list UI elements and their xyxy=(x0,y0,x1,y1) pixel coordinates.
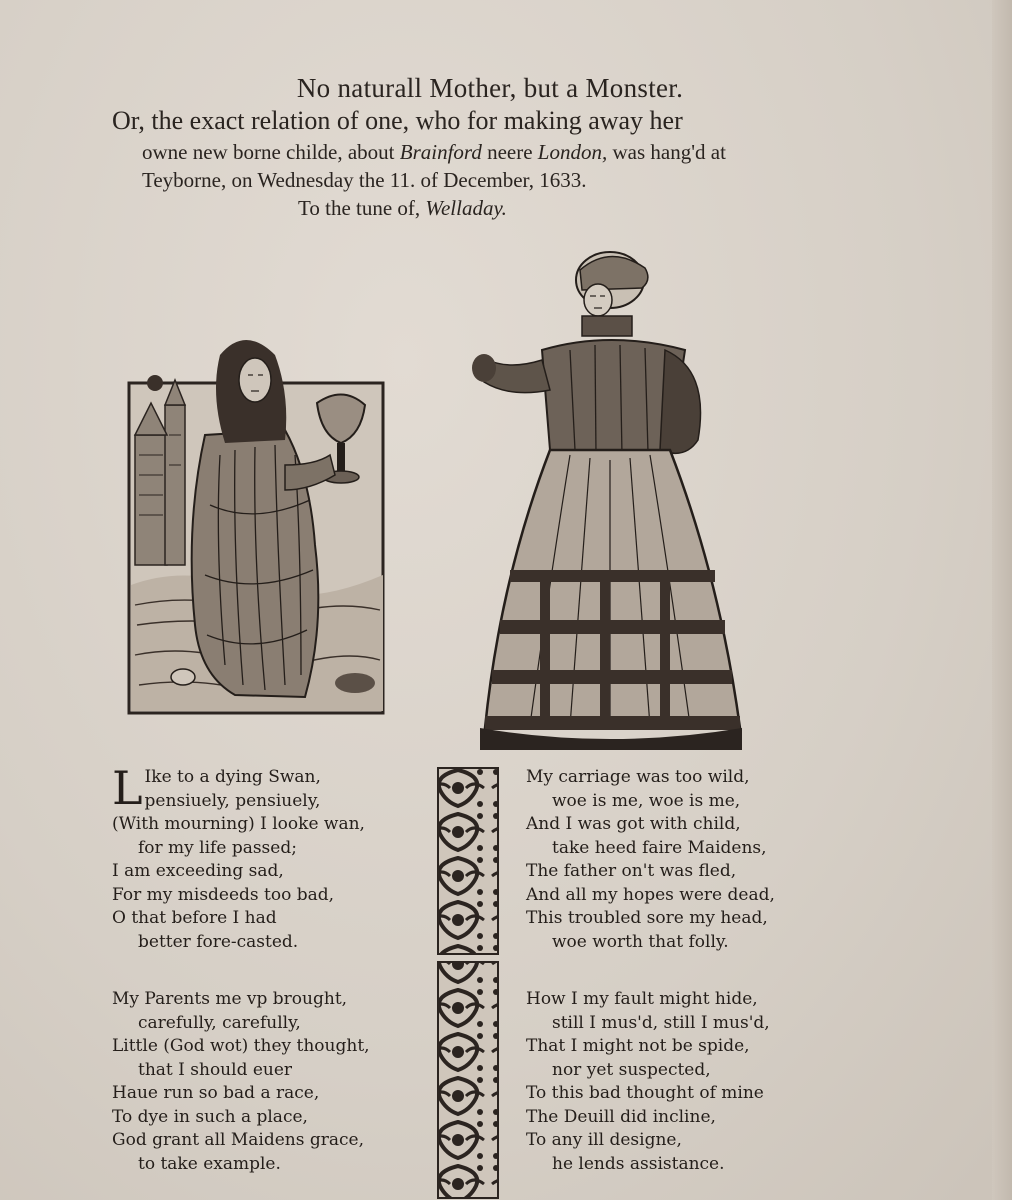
place-london: London, xyxy=(537,140,608,164)
verse-line: My Parents me vp brought, xyxy=(112,989,348,1009)
title-main: No naturall Mother, but a Monster. xyxy=(296,73,684,103)
verse-line: Ike to a dying Swan, xyxy=(144,767,321,787)
verse-line: woe worth that folly. xyxy=(552,931,729,952)
verse-line: (With mourning) I looke wan, xyxy=(112,814,365,834)
verse-line: carefully, carefully, xyxy=(138,1012,301,1033)
paper-edge xyxy=(992,0,1012,1200)
title-subtitle: Or, the exact relation of one, who for making away her xyxy=(112,106,683,135)
verse-line: To dye in such a place, xyxy=(112,1106,308,1127)
verse-line: This troubled sore my head, xyxy=(526,908,768,928)
verse-line: That I might not be spide, xyxy=(526,1036,750,1056)
verse-line: Little (God wot) they thought, xyxy=(112,1036,370,1056)
verse-line: woe is me, woe is me, xyxy=(552,790,741,811)
stanza-4 xyxy=(526,988,770,1176)
stanza-3 xyxy=(526,766,775,954)
title-line3 xyxy=(100,138,880,166)
stanza-2 xyxy=(112,988,370,1176)
verse-line: To this bad thought of mine xyxy=(526,1083,764,1103)
verse-line: For my misdeeds too bad, xyxy=(112,884,335,905)
verse-line: How I my fault might hide, xyxy=(526,989,758,1009)
verse-line: And I was got with child, xyxy=(526,814,741,834)
verse-line: The father on't was fled, xyxy=(526,861,737,881)
verse-line: nor yet suspected, xyxy=(552,1059,711,1080)
verse-line: take heed faire Maidens, xyxy=(552,837,767,858)
title-line3-end: was hang'd at xyxy=(607,140,726,164)
title-line4: Teyborne, on Wednesday the 11. of December, 1633. xyxy=(142,168,587,192)
place-brainford: Brainford xyxy=(399,140,482,164)
verse-line: that I should euer xyxy=(138,1059,293,1080)
woodcut-woman-in-gown xyxy=(470,250,752,755)
verse-line: Haue run so bad a race, xyxy=(112,1083,320,1103)
verse-line: to take example. xyxy=(138,1153,281,1174)
verse-line: he lends assistance. xyxy=(552,1153,725,1174)
woodcut-man-with-goblet xyxy=(125,325,387,717)
verse-line: I am exceeding sad, xyxy=(112,861,284,881)
verse-line: O that before I had xyxy=(112,908,277,928)
title-line3-text: owne new borne childe, about xyxy=(142,140,400,164)
ornamental-border xyxy=(428,766,508,1200)
verse-line: My carriage was too wild, xyxy=(526,767,750,787)
verse-line: pensiuely, pensiuely, xyxy=(144,790,321,811)
stanza-1 xyxy=(112,761,365,954)
verse-line: for my life passed; xyxy=(138,837,297,858)
verse-line: The Deuill did incline, xyxy=(526,1106,716,1127)
title-line3-neere: neere xyxy=(481,140,538,164)
verse-line: still I mus'd, still I mus'd, xyxy=(552,1012,770,1033)
verse-line: better fore-casted. xyxy=(138,931,299,952)
verse-line: To any ill designe, xyxy=(526,1130,682,1150)
drop-cap: L xyxy=(112,761,143,815)
tune-line xyxy=(100,194,880,222)
title-block xyxy=(100,72,880,222)
verse-line: And all my hopes were dead, xyxy=(526,884,775,905)
verse-line: God grant all Maidens grace, xyxy=(112,1130,364,1150)
tune-name: Welladay. xyxy=(425,196,507,220)
tune-label: To the tune of, xyxy=(298,196,426,220)
